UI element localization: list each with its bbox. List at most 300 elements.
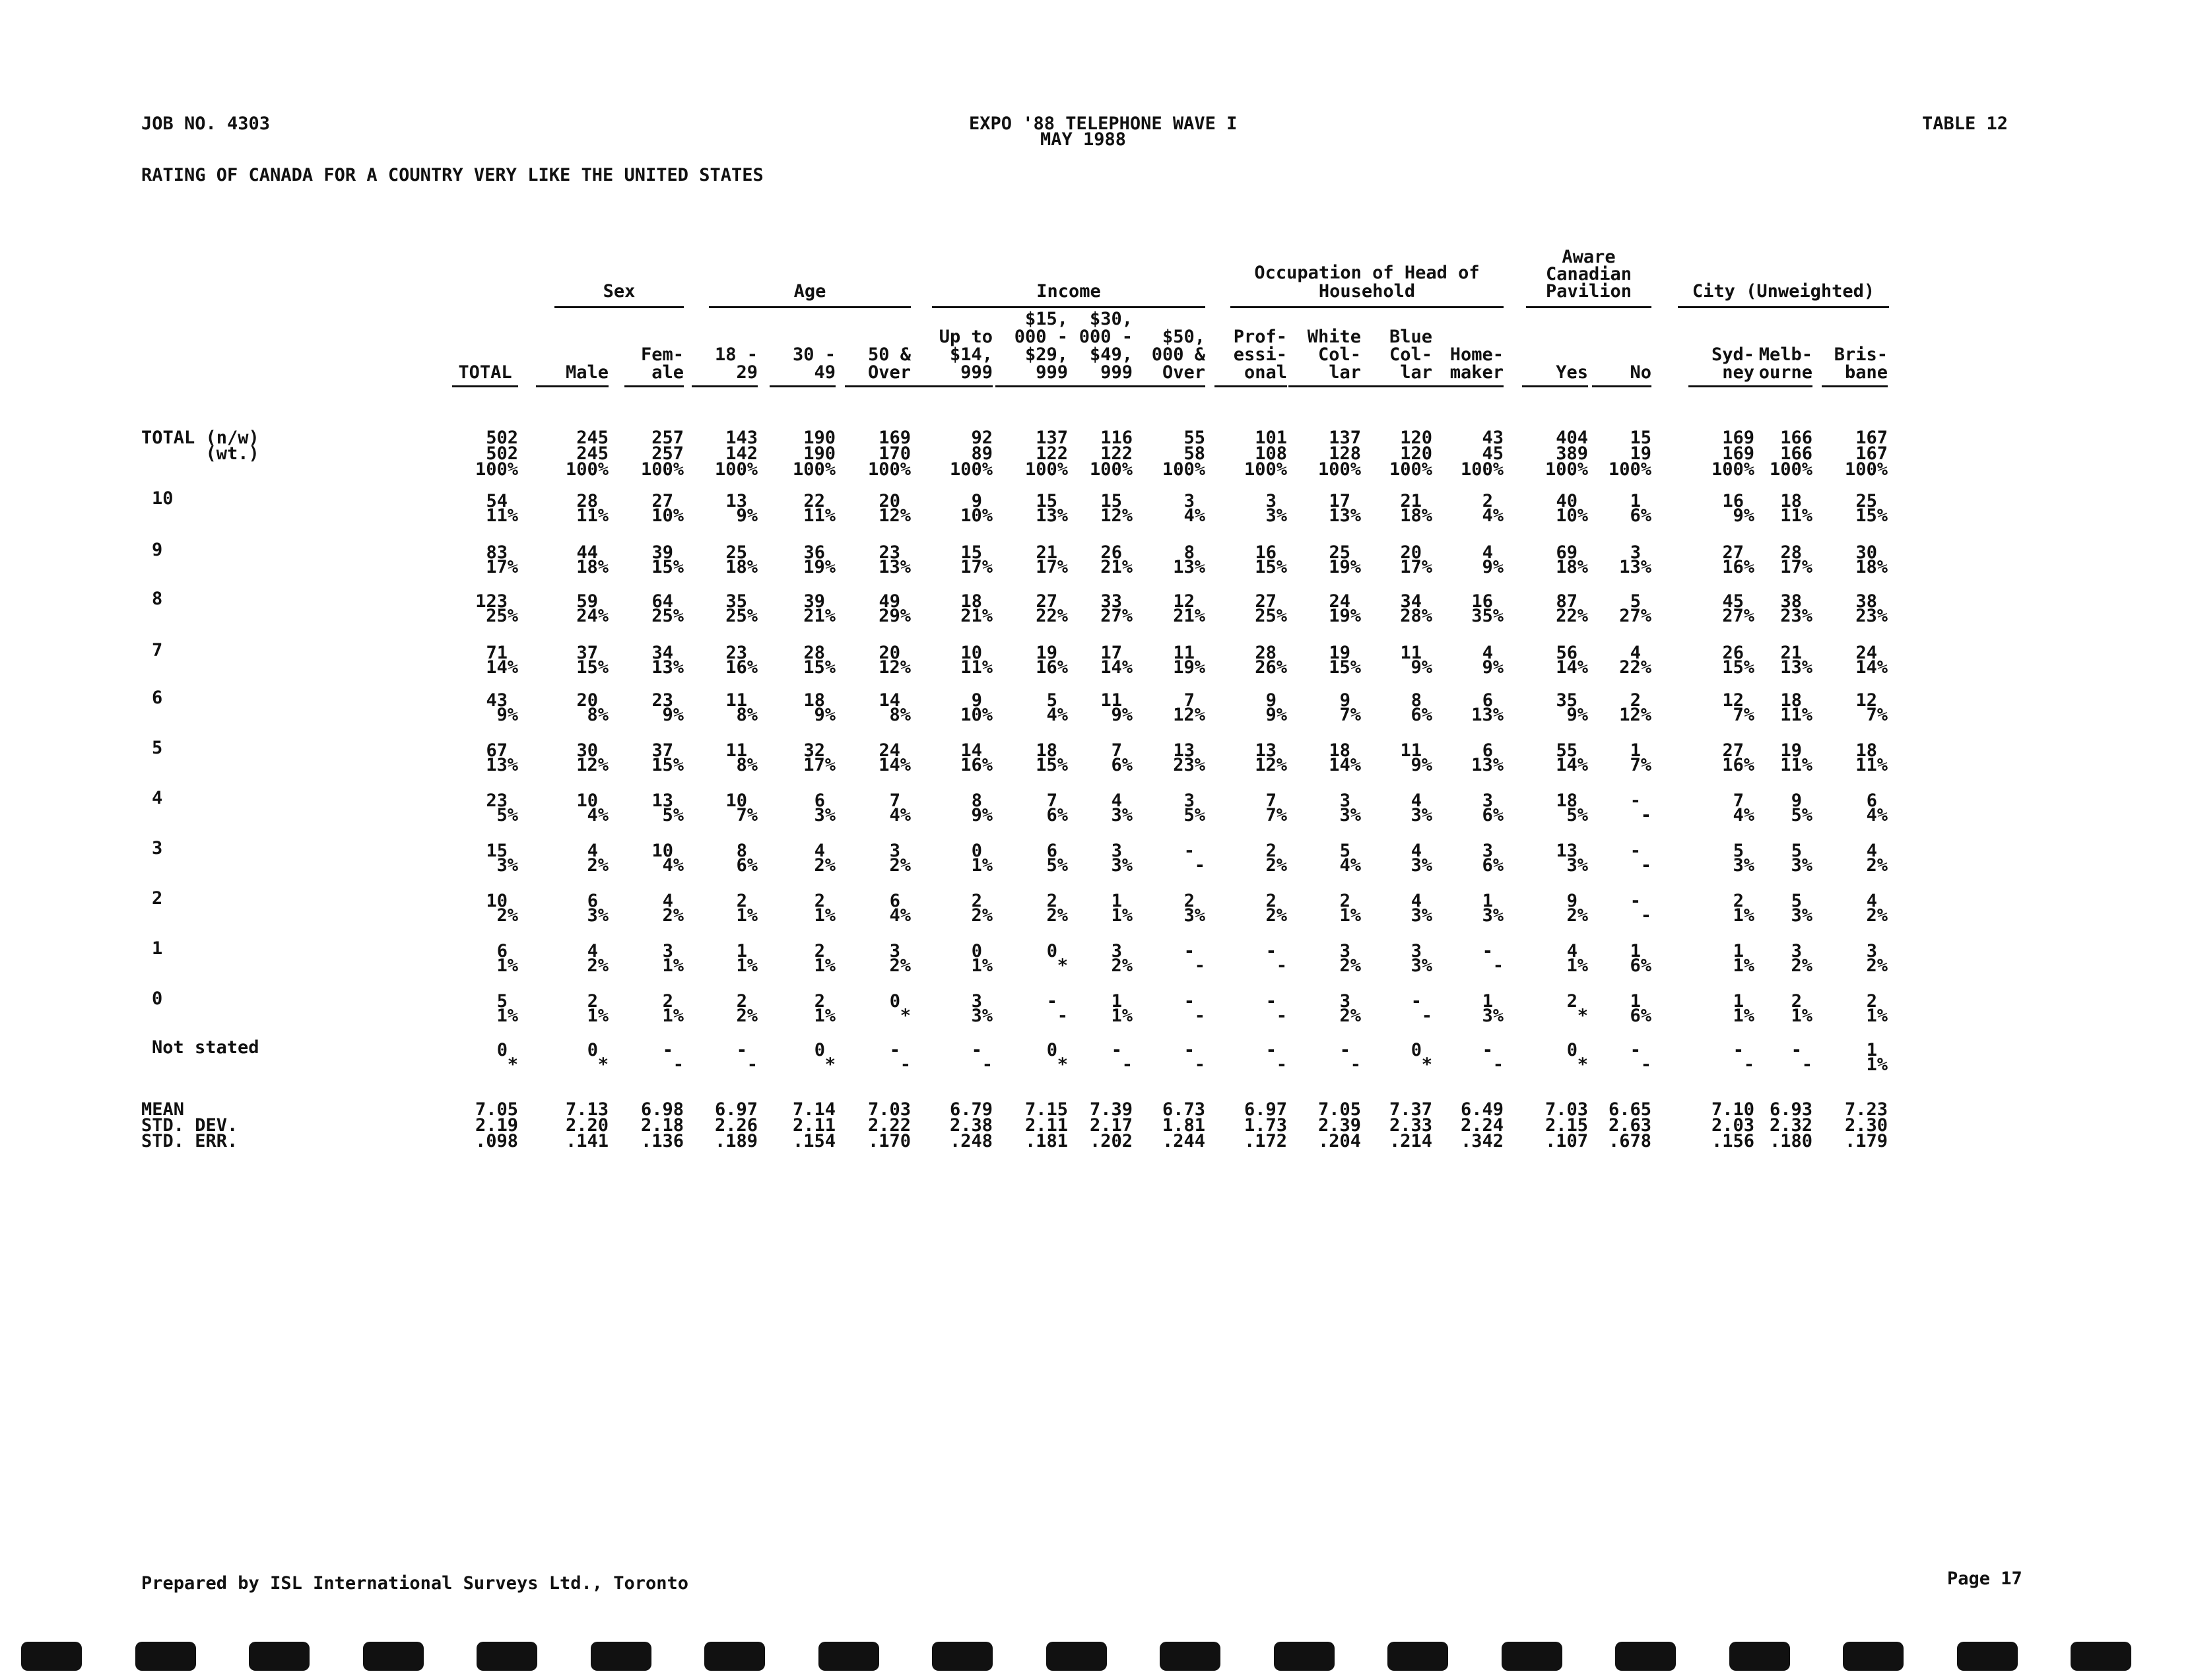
cell-count-r1-bri: 30 [1855, 542, 1877, 563]
cell-count-r10-yes: 2 [1566, 991, 1578, 1012]
cell-count-r4-bri: 12 [1855, 690, 1877, 711]
cell-pct-r1-inc1: 17% [960, 557, 993, 577]
perforation-mark [1274, 1642, 1335, 1671]
row-label-1: 9 [152, 540, 163, 560]
cell-count-r2-inc4: 12 [1173, 591, 1195, 612]
cell-pct-r7-bri: 2% [1866, 855, 1888, 876]
col-header-age3049: 30 - 49 [792, 344, 836, 383]
cell-pct-r0-age50: 12% [879, 505, 911, 526]
col-header-rule-inc2 [995, 385, 1068, 387]
cell-pct-r3-inc2: 16% [1036, 657, 1068, 678]
perforation-mark [1957, 1642, 2018, 1671]
cell-count-r9-white: 3 [1339, 941, 1350, 961]
cell-count-r7-age1829: 8 [736, 841, 747, 861]
cell-count-r3-female: 34 [651, 643, 673, 663]
cell-pct-r5-inc1: 16% [960, 755, 993, 775]
total-cell-total: 502 502 100% [475, 428, 518, 480]
cell-pct-r10-male: 1% [587, 1006, 609, 1026]
cell-count-r3-bri: 24 [1855, 643, 1877, 663]
cell-count-r0-home: 2 [1482, 491, 1493, 511]
cell-count-r2-blue: 34 [1400, 591, 1422, 612]
cell-pct-r5-age3049: 17% [803, 755, 836, 775]
cell-count-r10-inc3: 1 [1111, 991, 1122, 1012]
col-header-rule-age50 [845, 385, 911, 387]
cell-count-r6-mel: 9 [1791, 791, 1802, 811]
cell-pct-r6-home: 6% [1482, 805, 1504, 825]
cell-pct-r2-bri: 23% [1855, 606, 1888, 626]
cell-pct-r3-blue: 9% [1411, 657, 1432, 678]
col-header-rule-male [536, 385, 609, 387]
cell-pct-r5-mel: 11% [1780, 755, 1812, 775]
cell-pct-r10-inc4: - [1194, 1006, 1205, 1026]
cell-pct-r11-total: * [507, 1054, 518, 1075]
cell-pct-r11-home: - [1492, 1054, 1504, 1075]
cell-pct-r7-inc3: 3% [1111, 855, 1133, 876]
cell-pct-r9-age50: 2% [889, 955, 911, 976]
cell-pct-r4-age1829: 8% [736, 705, 758, 725]
cell-pct-r10-white: 2% [1339, 1006, 1361, 1026]
cell-pct-r2-inc1: 21% [960, 606, 993, 626]
cell-pct-r3-age3049: 15% [803, 657, 836, 678]
cell-count-r1-inc3: 26 [1100, 542, 1122, 563]
cell-count-r11-mel: - [1791, 1040, 1802, 1060]
cell-pct-r3-inc4: 19% [1173, 657, 1205, 678]
cell-pct-r2-female: 25% [651, 606, 684, 626]
cell-count-r5-age3049: 32 [803, 740, 825, 761]
cell-pct-r4-female: 9% [662, 705, 684, 725]
cell-count-r1-white: 25 [1329, 542, 1350, 563]
cell-pct-r4-inc1: 10% [960, 705, 993, 725]
total-cell-prof: 101 108 100% [1244, 428, 1287, 480]
total-cell-inc4: 55 58 100% [1162, 428, 1205, 480]
group-city-rule [1678, 306, 1889, 308]
perforation-mark [818, 1642, 879, 1671]
cell-pct-r2-mel: 23% [1780, 606, 1812, 626]
cell-count-r3-inc3: 17 [1100, 643, 1122, 663]
cell-pct-r0-inc3: 12% [1100, 505, 1133, 526]
cell-count-r11-no: - [1630, 1040, 1641, 1060]
cell-pct-r10-age50: * [900, 1006, 911, 1026]
cell-pct-r8-age50: 4% [889, 905, 911, 926]
cell-pct-r1-age3049: 19% [803, 557, 836, 577]
cell-count-r8-no: - [1630, 891, 1641, 911]
cell-pct-r1-home: 9% [1482, 557, 1504, 577]
cell-count-r1-male: 44 [576, 542, 598, 563]
cell-count-r1-inc4: 8 [1183, 542, 1195, 563]
row-label-7: 3 [152, 838, 163, 858]
total-cell-inc3: 116 122 100% [1089, 428, 1133, 480]
col-header-rule-female [624, 385, 684, 387]
cell-pct-r6-no: - [1640, 805, 1651, 825]
group-age: Age [793, 281, 826, 302]
cell-pct-r11-white: - [1350, 1054, 1361, 1075]
cell-count-r7-total: 15 [486, 841, 508, 861]
cell-pct-r9-white: 2% [1339, 955, 1361, 976]
cell-count-r5-female: 37 [651, 740, 673, 761]
stats-cell-yes: 7.03 2.15 .107 [1544, 1099, 1588, 1151]
cell-pct-r6-male: 4% [587, 805, 609, 825]
cell-pct-r6-inc3: 3% [1111, 805, 1133, 825]
stats-cell-prof: 6.97 1.73 .172 [1244, 1099, 1287, 1151]
cell-count-r1-female: 39 [651, 542, 673, 563]
cell-count-r10-inc1: 3 [971, 991, 982, 1012]
cell-pct-r1-blue: 17% [1400, 557, 1432, 577]
col-header-bri: Bris- bane [1834, 344, 1888, 383]
cell-pct-r7-inc2: 5% [1046, 855, 1068, 876]
cell-count-r7-age50: 3 [889, 841, 900, 861]
cell-count-r6-inc4: 3 [1183, 791, 1195, 811]
cell-count-r8-inc3: 1 [1111, 891, 1122, 911]
cell-pct-r4-white: 7% [1339, 705, 1361, 725]
cell-count-r0-inc2: 15 [1036, 491, 1057, 511]
cell-count-r7-bri: 4 [1866, 841, 1877, 861]
row-label-8: 2 [152, 888, 163, 909]
col-header-rule-age1829 [692, 385, 758, 387]
cell-pct-r9-yes: 1% [1566, 955, 1588, 976]
perforation-mark [477, 1642, 537, 1671]
cell-pct-r0-age1829: 9% [736, 505, 758, 526]
cell-count-r2-white: 24 [1329, 591, 1350, 612]
cell-pct-r8-age3049: 1% [814, 905, 836, 926]
cell-count-r7-prof: 2 [1265, 841, 1277, 861]
cell-pct-r4-age3049: 9% [814, 705, 836, 725]
cell-count-r0-inc3: 15 [1100, 491, 1122, 511]
group-occupation-line1: Occupation of Head of [1254, 263, 1480, 283]
cell-pct-r8-age1829: 1% [736, 905, 758, 926]
cell-pct-r11-age3049: * [824, 1054, 836, 1075]
col-header-no: No [1630, 362, 1651, 383]
cell-count-r7-blue: 4 [1411, 841, 1422, 861]
cell-count-r11-home: - [1482, 1040, 1493, 1060]
cell-count-r9-mel: 3 [1791, 941, 1802, 961]
cell-count-r1-home: 4 [1482, 542, 1493, 563]
cell-count-r10-prof: - [1265, 991, 1277, 1012]
cell-count-r5-yes: 55 [1556, 740, 1578, 761]
cell-pct-r2-age50: 29% [879, 606, 911, 626]
cell-pct-r2-white: 19% [1329, 606, 1361, 626]
cell-pct-r5-female: 15% [651, 755, 684, 775]
cell-pct-r9-inc1: 1% [971, 955, 993, 976]
cell-pct-r0-inc2: 13% [1036, 505, 1068, 526]
cell-pct-r9-no: 6% [1630, 955, 1651, 976]
cell-pct-r10-no: 6% [1630, 1006, 1651, 1026]
group-occupation-rule [1230, 306, 1504, 308]
cell-count-r8-inc4: 2 [1183, 891, 1195, 911]
cell-count-r4-age3049: 18 [803, 690, 825, 711]
cell-count-r3-syd: 26 [1722, 643, 1744, 663]
cell-pct-r3-male: 15% [576, 657, 609, 678]
cell-count-r4-prof: 9 [1265, 690, 1277, 711]
cell-count-r11-prof: - [1265, 1040, 1277, 1060]
total-cell-mel: 166 166 100% [1769, 428, 1812, 480]
cell-pct-r11-yes: * [1577, 1054, 1588, 1075]
cell-count-r3-blue: 11 [1400, 643, 1422, 663]
cell-pct-r11-mel: - [1801, 1054, 1812, 1075]
stats-cell-bri: 7.23 2.30 .179 [1844, 1099, 1888, 1151]
cell-count-r0-white: 17 [1329, 491, 1350, 511]
col-header-mel: Melb- ourne [1758, 344, 1812, 383]
group-aware-line3: Pavilion [1545, 281, 1632, 302]
cell-pct-r2-inc3: 27% [1100, 606, 1133, 626]
cell-count-r11-total: 0 [496, 1040, 508, 1060]
cell-pct-r10-home: 3% [1482, 1006, 1504, 1026]
cell-count-r8-syd: 2 [1733, 891, 1744, 911]
cell-count-r10-syd: 1 [1733, 991, 1744, 1012]
cell-pct-r7-age3049: 2% [814, 855, 836, 876]
total-cell-age3049: 190 190 100% [792, 428, 836, 480]
perforation-mark [932, 1642, 993, 1671]
cell-count-r0-age3049: 22 [803, 491, 825, 511]
cell-count-r10-no: 1 [1630, 991, 1641, 1012]
cell-pct-r5-syd: 16% [1722, 755, 1754, 775]
cell-count-r2-inc1: 18 [960, 591, 982, 612]
col-header-inc1: Up to $14, 999 [939, 327, 993, 383]
cell-pct-r6-mel: 5% [1791, 805, 1812, 825]
cell-pct-r2-blue: 28% [1400, 606, 1432, 626]
cell-pct-r5-prof: 12% [1255, 755, 1287, 775]
col-header-rule-inc3 [1060, 385, 1133, 387]
row-label-3: 7 [152, 640, 163, 661]
cell-pct-r7-prof: 2% [1265, 855, 1287, 876]
cell-count-r1-syd: 27 [1722, 542, 1744, 563]
cell-count-r6-white: 3 [1339, 791, 1350, 811]
cell-count-r10-white: 3 [1339, 991, 1350, 1012]
cell-pct-r10-total: 1% [496, 1006, 518, 1026]
cell-pct-r7-home: 6% [1482, 855, 1504, 876]
cell-pct-r9-blue: 3% [1411, 955, 1432, 976]
col-header-rule-inc1 [907, 385, 993, 387]
cell-pct-r5-inc2: 15% [1036, 755, 1068, 775]
cell-count-r5-syd: 27 [1722, 740, 1744, 761]
cell-count-r11-syd: - [1733, 1040, 1744, 1060]
cell-pct-r4-inc2: 4% [1046, 705, 1068, 725]
cell-count-r9-age1829: 1 [736, 941, 747, 961]
cell-count-r9-inc3: 3 [1111, 941, 1122, 961]
cell-pct-r3-inc1: 11% [960, 657, 993, 678]
cell-count-r5-male: 30 [576, 740, 598, 761]
job-number: JOB NO. 4303 [141, 113, 271, 134]
stats-cell-age1829: 6.97 2.26 .189 [714, 1099, 758, 1151]
perforation-mark [1615, 1642, 1676, 1671]
cell-pct-r9-inc4: - [1194, 955, 1205, 976]
cell-pct-r7-yes: 3% [1566, 855, 1588, 876]
cell-count-r5-inc1: 14 [960, 740, 982, 761]
cell-count-r0-syd: 16 [1722, 491, 1744, 511]
col-header-rule-bri [1822, 385, 1888, 387]
cell-pct-r4-total: 9% [496, 705, 518, 725]
cell-pct-r4-inc4: 12% [1173, 705, 1205, 725]
cell-count-r8-age3049: 2 [814, 891, 825, 911]
cell-count-r9-female: 3 [662, 941, 673, 961]
cell-count-r10-age1829: 2 [736, 991, 747, 1012]
cell-count-r7-age3049: 4 [814, 841, 825, 861]
cell-pct-r3-yes: 14% [1556, 657, 1588, 678]
cell-pct-r1-inc3: 21% [1100, 557, 1133, 577]
col-header-rule-no [1592, 385, 1651, 387]
total-cell-blue: 120 120 100% [1389, 428, 1432, 480]
cell-pct-r5-no: 7% [1630, 755, 1651, 775]
cell-pct-r11-syd: - [1743, 1054, 1754, 1075]
cell-pct-r1-no: 13% [1619, 557, 1651, 577]
prepared-by: Prepared by ISL International Surveys Ltd., Toronto [141, 1573, 689, 1594]
cell-pct-r0-age3049: 11% [803, 505, 836, 526]
perforation-mark [1502, 1642, 1562, 1671]
cell-count-r9-male: 4 [587, 941, 598, 961]
cell-count-r5-home: 6 [1482, 740, 1493, 761]
cell-count-r10-home: 1 [1482, 991, 1493, 1012]
cell-pct-r7-no: - [1640, 855, 1651, 876]
col-header-white: White Col- lar [1307, 327, 1361, 383]
cell-count-r3-prof: 28 [1255, 643, 1277, 663]
table-subtitle: RATING OF CANADA FOR A COUNTRY VERY LIKE THE UNITED STATES [141, 165, 764, 185]
cell-pct-r4-age50: 8% [889, 705, 911, 725]
cell-count-r8-inc1: 2 [971, 891, 982, 911]
cell-pct-r3-female: 13% [651, 657, 684, 678]
cell-pct-r6-prof: 7% [1265, 805, 1287, 825]
cell-pct-r10-bri: 1% [1866, 1006, 1888, 1026]
cell-pct-r1-bri: 18% [1855, 557, 1888, 577]
cell-count-r6-inc2: 7 [1046, 791, 1057, 811]
row-label-0: 10 [152, 488, 174, 509]
row-label-9: 1 [152, 938, 163, 959]
report-title: EXPO '88 TELEPHONE WAVE I [969, 113, 1238, 134]
total-cell-yes: 404 389 100% [1544, 428, 1588, 480]
cell-count-r0-inc4: 3 [1183, 491, 1195, 511]
cell-pct-r1-age1829: 18% [725, 557, 758, 577]
col-header-female: Fem- ale [640, 344, 684, 383]
total-cell-female: 257 257 100% [640, 428, 684, 480]
cell-count-r7-no: - [1630, 841, 1641, 861]
cell-pct-r2-home: 35% [1471, 606, 1504, 626]
cell-count-r0-age1829: 13 [725, 491, 747, 511]
cell-pct-r7-blue: 3% [1411, 855, 1432, 876]
group-aware-line2: Canadian [1545, 264, 1632, 284]
cell-pct-r9-age1829: 1% [736, 955, 758, 976]
cell-count-r9-prof: - [1265, 941, 1277, 961]
cell-pct-r11-no: - [1640, 1054, 1651, 1075]
cell-pct-r0-bri: 15% [1855, 505, 1888, 526]
cell-pct-r5-male: 12% [576, 755, 609, 775]
perforation-mark [704, 1642, 765, 1671]
cell-pct-r9-inc3: 2% [1111, 955, 1133, 976]
cell-pct-r8-home: 3% [1482, 905, 1504, 926]
cell-count-r2-total: 123 [475, 591, 508, 612]
row-label-6: 4 [152, 788, 163, 808]
cell-count-r1-yes: 69 [1556, 542, 1578, 563]
col-header-inc4: $50, 000 & Over [1151, 327, 1205, 383]
group-city: City (Unweighted) [1692, 281, 1875, 302]
cell-count-r1-age3049: 36 [803, 542, 825, 563]
cell-count-r6-no: - [1630, 791, 1641, 811]
group-sex: Sex [603, 281, 636, 302]
cell-pct-r5-age1829: 8% [736, 755, 758, 775]
cell-pct-r7-age50: 2% [889, 855, 911, 876]
cell-pct-r7-mel: 3% [1791, 855, 1812, 876]
cell-count-r8-yes: 9 [1566, 891, 1578, 911]
cell-count-r9-age3049: 2 [814, 941, 825, 961]
cell-pct-r8-male: 3% [587, 905, 609, 926]
cell-count-r11-bri: 1 [1866, 1040, 1877, 1060]
cell-count-r10-age3049: 2 [814, 991, 825, 1012]
cell-pct-r1-white: 19% [1329, 557, 1361, 577]
cell-pct-r8-inc3: 1% [1111, 905, 1133, 926]
perforation-mark [1387, 1642, 1448, 1671]
cell-pct-r9-male: 2% [587, 955, 609, 976]
cell-pct-r1-yes: 18% [1556, 557, 1588, 577]
cell-count-r6-blue: 4 [1411, 791, 1422, 811]
row-label-11: Not stated [152, 1037, 259, 1058]
table-number: TABLE 12 [1922, 113, 2009, 134]
cell-pct-r11-blue: * [1421, 1054, 1432, 1075]
col-header-rule-yes [1522, 385, 1588, 387]
cell-count-r8-total: 10 [486, 891, 508, 911]
cell-pct-r2-inc4: 21% [1173, 606, 1205, 626]
cell-pct-r8-prof: 2% [1265, 905, 1287, 926]
cell-pct-r8-no: - [1640, 905, 1651, 926]
cell-pct-r2-syd: 27% [1722, 606, 1754, 626]
col-header-total: TOTAL [458, 362, 512, 383]
cell-pct-r11-age50: - [900, 1054, 911, 1075]
cell-pct-r4-yes: 9% [1566, 705, 1588, 725]
cell-pct-r11-inc4: - [1194, 1054, 1205, 1075]
col-header-rule-home [1431, 385, 1504, 387]
col-header-prof: Prof- essi- onal [1233, 327, 1287, 383]
cell-count-r0-yes: 40 [1556, 491, 1578, 511]
col-header-male: Male [565, 362, 609, 383]
cell-count-r8-bri: 4 [1866, 891, 1877, 911]
cell-pct-r10-yes: * [1577, 1006, 1588, 1026]
cell-pct-r3-prof: 26% [1255, 657, 1287, 678]
cell-pct-r5-total: 13% [486, 755, 518, 775]
cell-pct-r6-blue: 3% [1411, 805, 1432, 825]
cell-count-r10-male: 2 [587, 991, 598, 1012]
cell-pct-r10-mel: 1% [1791, 1006, 1812, 1026]
cell-count-r7-female: 10 [651, 841, 673, 861]
cell-pct-r5-inc4: 23% [1173, 755, 1205, 775]
cell-count-r3-inc1: 10 [960, 643, 982, 663]
col-header-home: Home- maker [1449, 344, 1504, 383]
stats-cell-home: 6.49 2.24 .342 [1460, 1099, 1504, 1151]
cell-count-r3-home: 4 [1482, 643, 1493, 663]
col-header-yes: Yes [1556, 362, 1588, 383]
cell-pct-r0-male: 11% [576, 505, 609, 526]
cell-count-r11-inc3: - [1111, 1040, 1122, 1060]
cell-count-r7-male: 4 [587, 841, 598, 861]
cell-pct-r5-age50: 14% [879, 755, 911, 775]
cell-pct-r9-home: - [1492, 955, 1504, 976]
cell-count-r3-inc4: 11 [1173, 643, 1195, 663]
cell-pct-r9-syd: 1% [1733, 955, 1754, 976]
stats-cell-blue: 7.37 2.33 .214 [1389, 1099, 1432, 1151]
cell-pct-r6-age1829: 7% [736, 805, 758, 825]
cell-count-r5-inc4: 13 [1173, 740, 1195, 761]
cell-count-r1-age1829: 25 [725, 542, 747, 563]
cell-count-r2-age3049: 39 [803, 591, 825, 612]
cell-pct-r0-syd: 9% [1733, 505, 1754, 526]
cell-pct-r10-blue: - [1421, 1006, 1432, 1026]
cell-pct-r8-yes: 2% [1566, 905, 1588, 926]
cell-pct-r6-syd: 4% [1733, 805, 1754, 825]
cell-count-r6-age50: 7 [889, 791, 900, 811]
stats-cell-syd: 7.10 2.03 .156 [1711, 1099, 1754, 1151]
cell-pct-r3-age50: 12% [879, 657, 911, 678]
cell-pct-r1-mel: 17% [1780, 557, 1812, 577]
cell-count-r11-inc2: 0 [1046, 1040, 1057, 1060]
stats-cell-female: 6.98 2.18 .136 [640, 1099, 684, 1151]
cell-pct-r7-male: 2% [587, 855, 609, 876]
cell-count-r10-blue: - [1411, 991, 1422, 1012]
cell-count-r6-inc3: 4 [1111, 791, 1122, 811]
